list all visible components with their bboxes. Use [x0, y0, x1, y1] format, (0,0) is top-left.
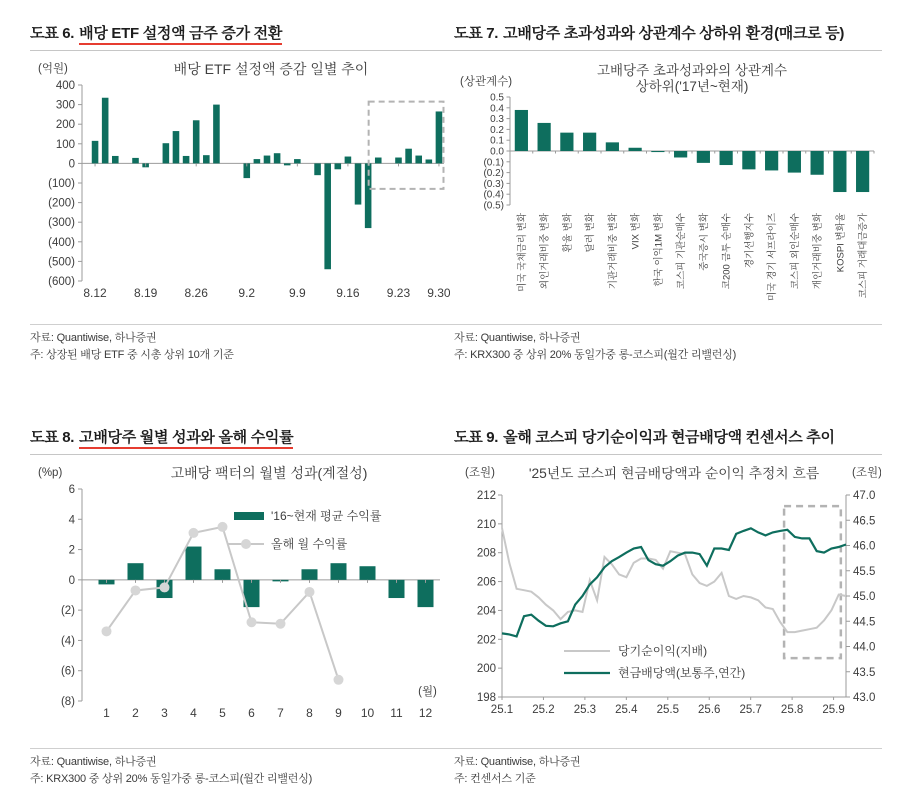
figure-9-label: 도표 9.	[454, 428, 499, 446]
figure-7-chart-area	[454, 51, 882, 322]
svg-text:204: 204	[476, 604, 496, 617]
svg-text:(4): (4)	[60, 634, 75, 647]
svg-text:46.5: 46.5	[853, 514, 876, 527]
figure-7-footer	[454, 324, 882, 364]
figure-6-source: 자료: Quantiwise, 하나증권	[30, 332, 157, 344]
figure-6-title: 배당 ETF 설정액 금주 증가 전환	[79, 25, 282, 45]
svg-text:43.0: 43.0	[853, 691, 876, 704]
figure-8-title: 고배당주 월별 성과와 올해 수익률	[79, 429, 293, 449]
figure-9-title: 올해 코스피 당기순이익과 현금배당액 컨센서스 추이	[503, 428, 835, 446]
svg-text:2: 2	[132, 705, 139, 720]
svg-text:(2): (2)	[60, 604, 75, 617]
svg-text:9.30: 9.30	[427, 286, 450, 300]
svg-text:3: 3	[161, 705, 168, 720]
svg-text:25.6: 25.6	[698, 703, 721, 716]
svg-text:9.16: 9.16	[336, 286, 360, 300]
panel-figure-7	[454, 22, 882, 374]
svg-text:0.2: 0.2	[490, 124, 504, 136]
figure-6-heading	[30, 22, 454, 51]
svg-text:4: 4	[68, 513, 75, 526]
svg-text:(억원): (억원)	[38, 63, 68, 75]
figure-6-chart-area	[30, 51, 454, 322]
svg-text:6: 6	[248, 705, 255, 720]
svg-text:(600): (600)	[48, 276, 75, 288]
svg-text:25.4: 25.4	[615, 703, 638, 716]
svg-text:8.19: 8.19	[133, 286, 158, 300]
svg-text:6: 6	[68, 483, 75, 496]
svg-text:(8): (8)	[60, 695, 75, 708]
svg-text:9.23: 9.23	[386, 286, 411, 300]
svg-text:4: 4	[190, 705, 197, 720]
svg-text:43.5: 43.5	[853, 666, 876, 679]
svg-text:(300): (300)	[48, 217, 75, 230]
svg-text:중국증시 변화: 중국증시 변화	[698, 213, 710, 271]
svg-text:개인거래비중 변화: 개인거래비중 변화	[812, 213, 824, 290]
svg-text:(400): (400)	[48, 236, 75, 249]
svg-text:47.0: 47.0	[853, 489, 876, 502]
svg-text:(0.5): (0.5)	[483, 200, 504, 212]
svg-text:(500): (500)	[48, 256, 75, 269]
svg-text:10: 10	[360, 705, 375, 720]
figure-8-heading	[30, 426, 454, 455]
figure-6-note: 주: 상장된 배당 ETF 중 시총 상위 10개 기준	[30, 349, 234, 362]
figure-6-footer	[30, 324, 454, 364]
svg-text:45.0: 45.0	[853, 590, 876, 603]
figure-7-heading	[454, 22, 882, 51]
svg-text:25.7: 25.7	[739, 703, 762, 716]
svg-text:25.3: 25.3	[573, 703, 597, 716]
svg-text:202: 202	[476, 633, 496, 646]
svg-text:코스피 기관순매수: 코스피 기관순매수	[676, 213, 688, 290]
svg-text:(0.4): (0.4)	[483, 189, 504, 201]
figure-8-label: 도표 8.	[30, 428, 75, 446]
svg-text:300: 300	[55, 99, 75, 112]
svg-text:(상관계수): (상관계수)	[460, 76, 513, 88]
svg-text:1: 1	[103, 705, 110, 720]
svg-text:0.1: 0.1	[490, 135, 504, 147]
figure-8-note: 주: KRX300 중 상위 20% 동일가중 롱-코스피(월간 리밸런싱)	[30, 772, 313, 785]
svg-text:0: 0	[68, 574, 75, 587]
svg-text:44.5: 44.5	[853, 615, 876, 628]
figure-8-footer	[30, 748, 454, 788]
figure-8-chart-area	[30, 455, 454, 746]
svg-text:44.0: 44.0	[853, 641, 876, 653]
svg-text:경기선행지수: 경기선행지수	[744, 213, 756, 269]
svg-text:KOSPI 변화율: KOSPI 변화율	[835, 213, 847, 273]
svg-text:코스피 외인순매수: 코스피 외인순매수	[789, 213, 801, 290]
svg-text:400: 400	[55, 80, 75, 92]
figure-9-heading	[454, 426, 882, 455]
svg-text:미국 경기 서프라이즈: 미국 경기 서프라이즈	[767, 213, 779, 301]
figure-8-source: 자료: Quantiwise, 하나증권	[30, 755, 157, 768]
svg-text:0.3: 0.3	[490, 114, 504, 126]
svg-text:25.9: 25.9	[822, 703, 845, 716]
svg-text:9.2: 9.2	[238, 286, 256, 300]
svg-text:(조원): (조원)	[465, 466, 495, 479]
svg-text:9: 9	[335, 705, 342, 720]
figure-6-label: 도표 6.	[30, 25, 75, 42]
svg-text:VIX 변화: VIX 변화	[630, 213, 642, 250]
svg-text:코스피 거래대금증가: 코스피 거래대금증가	[858, 213, 870, 299]
svg-text:45.5: 45.5	[853, 565, 876, 578]
svg-text:한국 이익1M 변화: 한국 이익1M 변화	[653, 213, 665, 287]
figure-9-footer	[454, 748, 882, 788]
svg-text:25.5: 25.5	[656, 703, 679, 716]
svg-text:(0.2): (0.2)	[483, 168, 504, 180]
svg-text:'25년도 코스피 현금배당액과 순이익 추정치 흐름: '25년도 코스피 현금배당액과 순이익 추정치 흐름	[528, 465, 820, 481]
svg-text:미국 국채금리 변화: 미국 국채금리 변화	[516, 213, 528, 292]
svg-text:8: 8	[306, 705, 313, 720]
svg-text:25.8: 25.8	[780, 703, 804, 716]
svg-text:46.0: 46.0	[853, 540, 876, 552]
svg-text:(%p): (%p)	[38, 466, 63, 479]
svg-text:(200): (200)	[48, 197, 75, 210]
svg-text:코200 금투 순매수: 코200 금투 순매수	[721, 213, 733, 290]
svg-text:'16~현재 평균 수익률: '16~현재 평균 수익률	[271, 508, 382, 523]
kospi-consensus-trend-chart	[454, 463, 881, 741]
svg-text:환율 변화: 환율 변화	[562, 213, 574, 253]
panel-figure-6	[30, 22, 454, 374]
svg-text:상하위('17년~현재): 상하위('17년~현재)	[635, 79, 749, 94]
figure-7-note: 주: KRX300 중 상위 20% 동일가중 롱-코스피(월간 리밸런싱)	[454, 349, 737, 362]
svg-text:0.4: 0.4	[490, 103, 504, 115]
svg-text:(조원): (조원)	[852, 466, 881, 479]
svg-text:100: 100	[55, 138, 75, 151]
svg-text:8.26: 8.26	[184, 286, 208, 300]
figure-9-note: 주: 컨센서스 기준	[454, 772, 536, 785]
svg-text:0: 0	[68, 158, 75, 171]
svg-text:고배당주 초과성과와의 상관계수: 고배당주 초과성과와의 상관계수	[596, 63, 788, 78]
dividend-etf-daily-flow-chart	[30, 59, 450, 317]
svg-text:현금배당액(보통주,연간): 현금배당액(보통주,연간)	[618, 665, 746, 680]
svg-text:(6): (6)	[60, 665, 75, 678]
svg-text:0.0: 0.0	[490, 146, 504, 158]
svg-text:7: 7	[277, 705, 284, 720]
svg-text:206: 206	[476, 576, 496, 589]
svg-text:25.2: 25.2	[532, 703, 555, 716]
svg-text:210: 210	[476, 518, 496, 531]
svg-text:12: 12	[418, 705, 433, 720]
figure-7-label: 도표 7.	[454, 25, 499, 42]
svg-text:200: 200	[55, 119, 75, 132]
svg-text:(0.1): (0.1)	[483, 157, 504, 169]
figure-9-source: 자료: Quantiwise, 하나증권	[454, 755, 581, 768]
panel-figure-8	[30, 426, 454, 797]
svg-text:212: 212	[476, 489, 496, 502]
svg-text:올해 월 수익률: 올해 월 수익률	[271, 536, 348, 551]
svg-text:8.12: 8.12	[83, 286, 107, 300]
correlation-ranking-chart	[454, 59, 881, 317]
svg-text:5: 5	[219, 705, 226, 720]
svg-text:200: 200	[476, 662, 496, 675]
svg-text:고배당 팩터의 월별 성과(계절성): 고배당 팩터의 월별 성과(계절성)	[170, 464, 368, 481]
svg-text:198: 198	[476, 691, 496, 704]
svg-text:11: 11	[390, 705, 403, 720]
figure-7-source: 자료: Quantiwise, 하나증권	[454, 332, 581, 344]
svg-text:0.5: 0.5	[490, 92, 504, 104]
svg-text:208: 208	[476, 547, 496, 560]
svg-text:2: 2	[68, 544, 75, 557]
svg-text:기관거래비중 변화: 기관거래비중 변화	[607, 213, 619, 290]
svg-text:25.1: 25.1	[490, 703, 514, 716]
svg-text:(월): (월)	[418, 685, 437, 698]
figure-7-title: 고배당주 초과성과와 상관계수 상하위 환경(매크로 등)	[503, 25, 845, 42]
svg-text:배당 ETF 설정액 증감 일별 추이: 배당 ETF 설정액 증감 일별 추이	[173, 61, 369, 77]
monthly-seasonality-chart	[30, 463, 450, 741]
svg-text:당기순이익(지배): 당기순이익(지배)	[618, 643, 708, 658]
svg-text:(100): (100)	[48, 178, 75, 190]
svg-text:외인거래비중 변화: 외인거래비중 변화	[539, 213, 551, 290]
svg-text:9.9: 9.9	[288, 286, 306, 300]
svg-text:(0.3): (0.3)	[483, 178, 504, 190]
figure-9-chart-area	[454, 455, 882, 746]
panel-figure-9	[454, 426, 882, 797]
svg-text:달러 변화: 달러 변화	[585, 213, 597, 253]
